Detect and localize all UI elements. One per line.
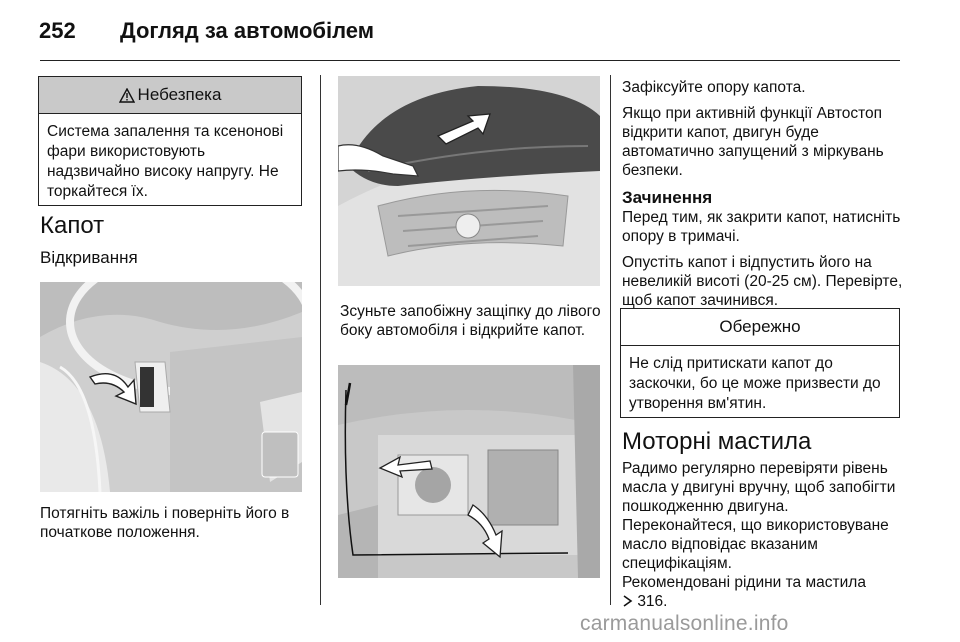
lower-hood-text: Опустіть капот і відпустить його на невеликій висоті (20-25 см). Перевірте, щоб капот зачинився. [622, 254, 903, 309]
page-number: 252 [39, 18, 76, 43]
engine-bay-illustration [338, 365, 600, 578]
page-ref-link[interactable]: 316. [637, 593, 668, 610]
press-support-text: Перед тим, як закрити капот, натисніть опору в тримачі. [622, 209, 901, 245]
engine-oils-text [622, 459, 914, 611]
column-divider [320, 75, 321, 605]
fix-support-text: Зафіксуйте опору капота. [622, 79, 806, 96]
caution-box [620, 308, 900, 418]
page-ref-arrow-icon [622, 595, 633, 607]
watermark: carmanualsonline.info [580, 612, 789, 635]
recommended-fluids-text: Рекомендовані рідини та мастила [622, 574, 866, 591]
oil-check-text: Радимо регулярно перевіряти рівень масла у двигуні вручну, щоб запобігти пошкодженню двигуна. [622, 460, 896, 515]
hood-heading: Капот [40, 212, 105, 239]
engine-oils-heading: Моторні мастила [622, 428, 812, 455]
step1-caption: Потягніть важіль і поверніть його в початкове положення. [40, 505, 290, 541]
danger-title: Небезпека [137, 85, 222, 104]
opening-heading: Відкривання [40, 248, 138, 267]
column-divider [610, 75, 611, 605]
warning-triangle-icon [119, 88, 135, 103]
oil-spec-text: Переконайтеся, що використовуване масло відповідає вказаним специфікаціям. [622, 517, 889, 572]
danger-text: Система запалення та ксенонові фари використовують надзвичайно високу напругу. Не торкайтеся їх. [47, 123, 284, 200]
closing-heading: Зачинення [622, 188, 713, 207]
danger-box [38, 76, 302, 206]
hood-release-lever-illustration [40, 282, 302, 492]
closing-text [622, 208, 912, 310]
step2-caption: Зсуньте запобіжну защіпку до лівого боку автомобіля і відкрийте капот. [340, 303, 601, 339]
oil-recommend-text [622, 573, 914, 611]
page-header [30, 10, 930, 54]
right-column-text [622, 78, 912, 180]
caution-title: Обережно [621, 309, 899, 346]
page-title: Догляд за автомобілем [120, 18, 375, 43]
header-rule [40, 60, 900, 61]
caution-text: Не слід притискати капот до заскочки, бо це може призвести до утворення вм'ятин. [629, 355, 881, 412]
autostop-text: Якщо при активній функції Автостоп відкрити капот, двигун буде автоматично запущений з міркувань безпеки. [622, 105, 884, 179]
hood-open-illustration [338, 76, 600, 286]
danger-box-header [39, 77, 301, 114]
